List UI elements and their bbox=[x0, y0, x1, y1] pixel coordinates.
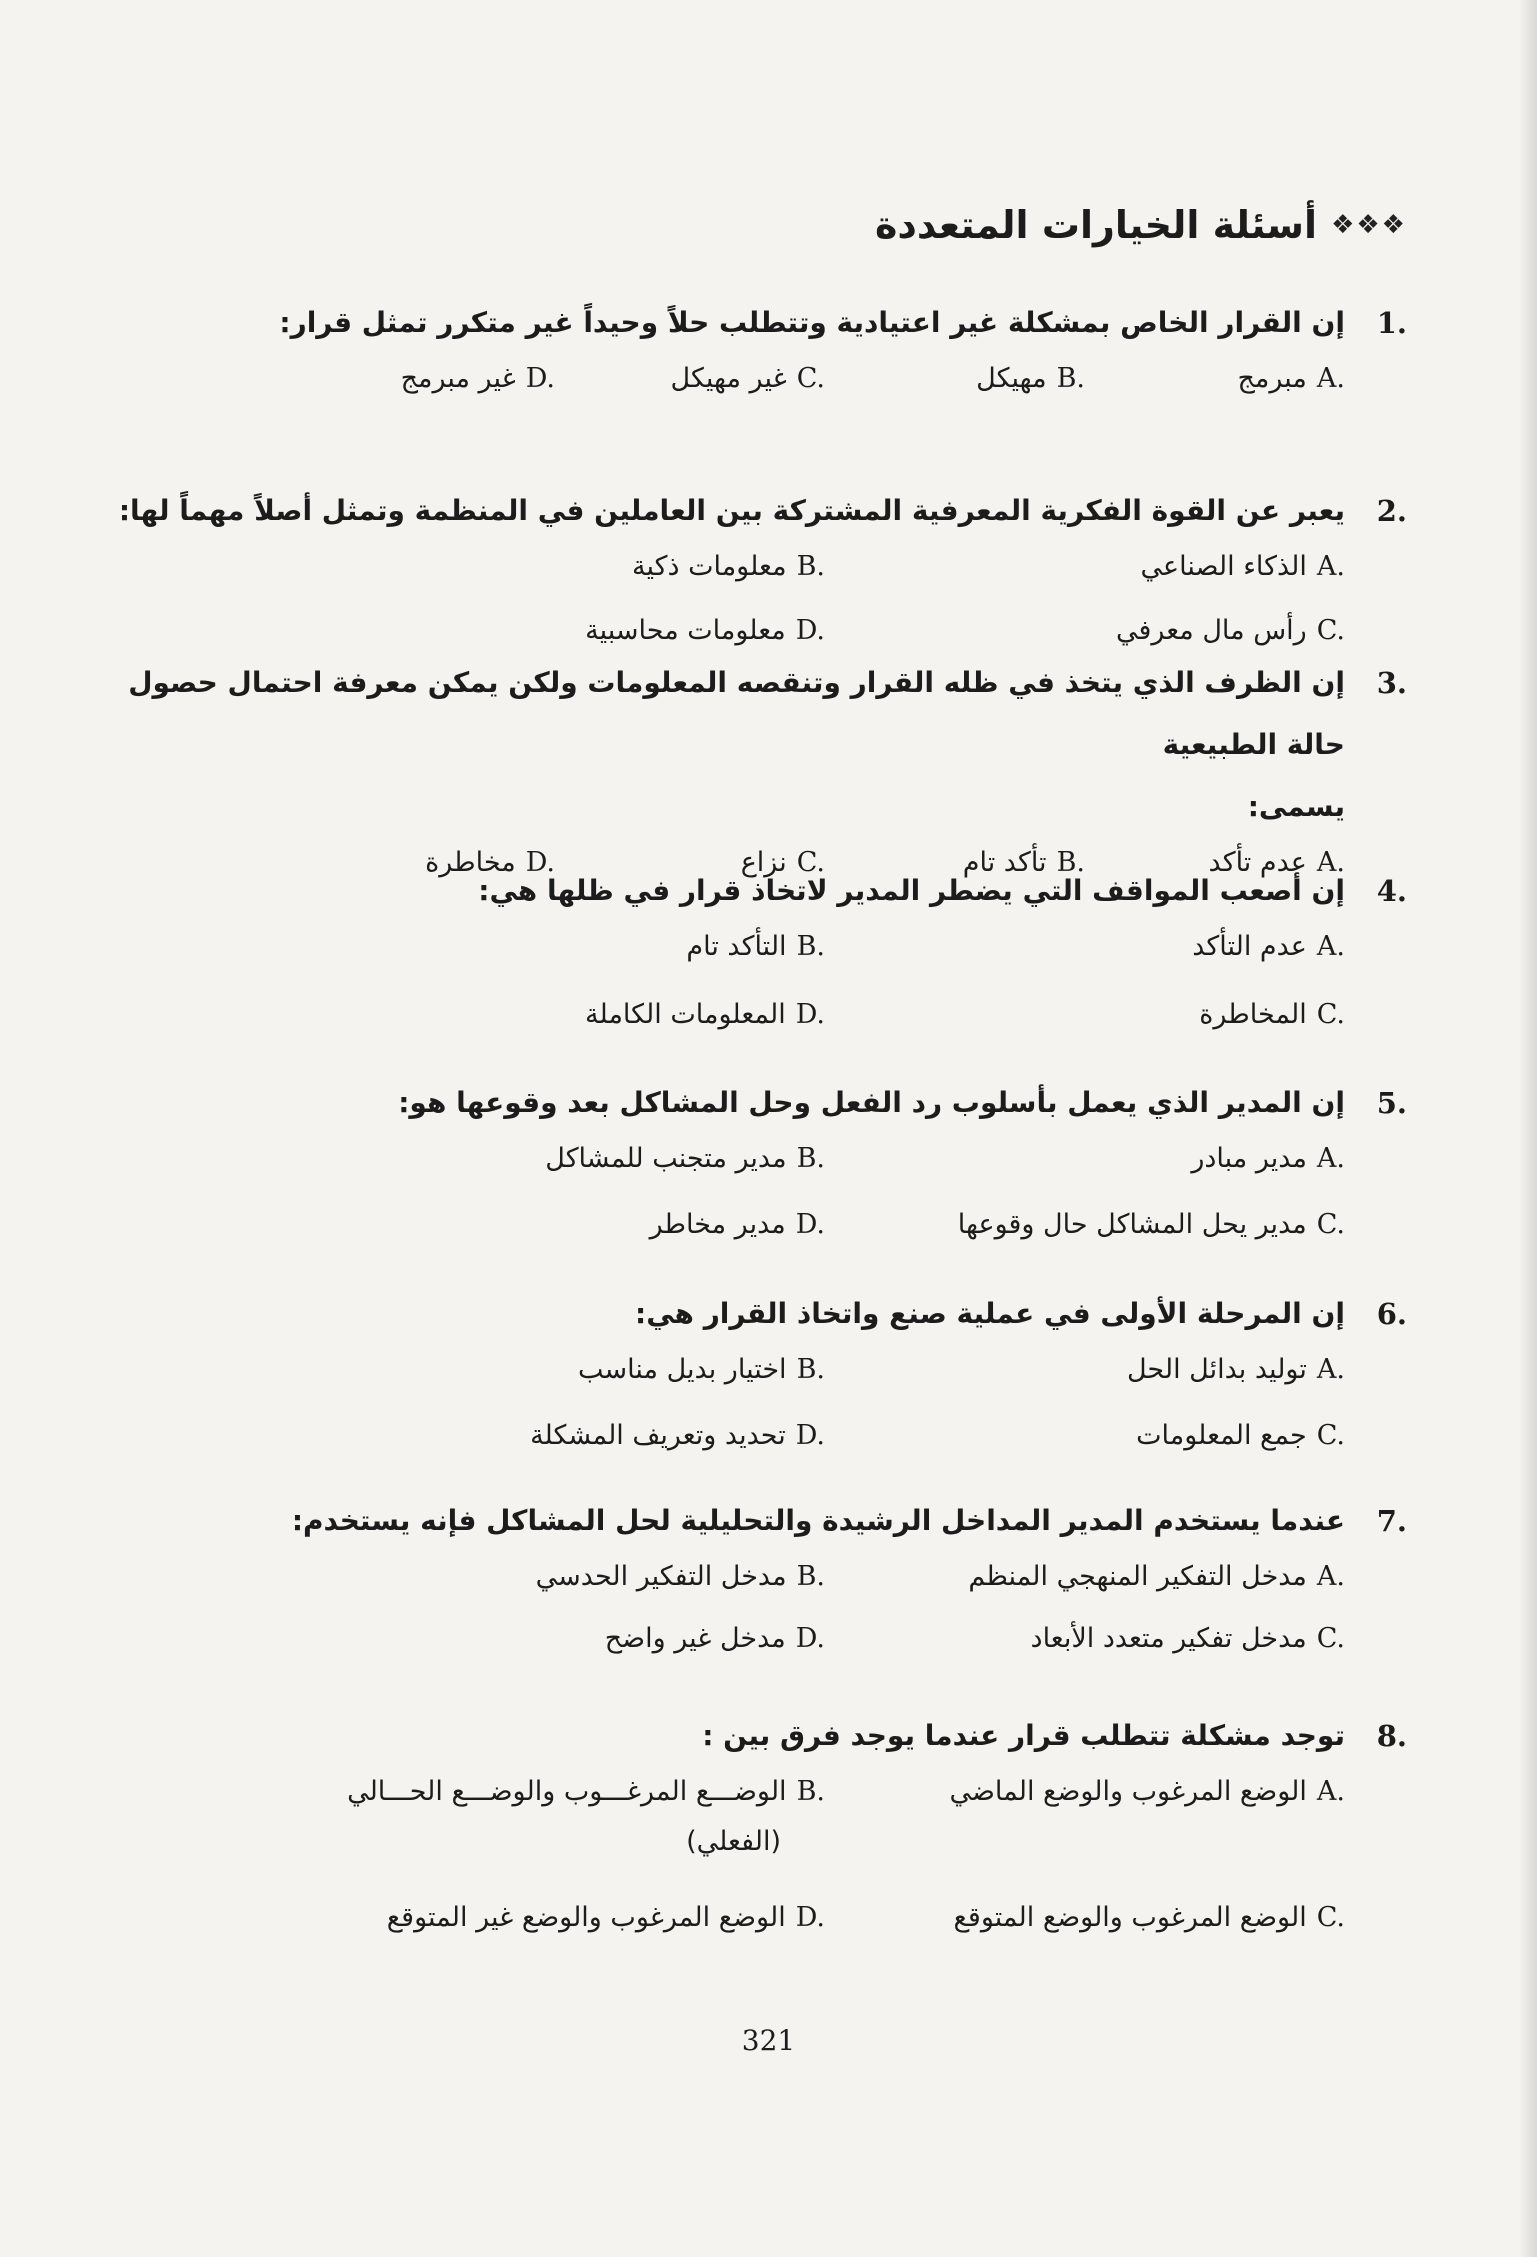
question-number: 2. bbox=[1376, 494, 1407, 528]
question-text: توجد مشكلة تتطلب قرار عندما يوجد فرق بين : bbox=[702, 1719, 1345, 1752]
option-d[interactable]: D. مدخل غير واضح bbox=[604, 1623, 825, 1654]
page-number: 321 bbox=[741, 2024, 796, 2057]
option-b-continued: (الفعلي) bbox=[686, 1826, 781, 1857]
option-a[interactable]: A. عدم تأكد bbox=[1208, 847, 1345, 878]
option-c[interactable]: C. الوضع المرغوب والوضع المتوقع bbox=[953, 1902, 1345, 1933]
option-a[interactable]: A. مدخل التفكير المنهجي المنظم bbox=[968, 1561, 1345, 1592]
question-number: 3. bbox=[1376, 666, 1407, 700]
question-text: إن المرحلة الأولى في عملية صنع واتخاذ القرار هي: bbox=[635, 1297, 1345, 1330]
diamond-bullets-icon: ❖❖❖ bbox=[1331, 210, 1407, 240]
option-b[interactable]: B. الوضـــع المرغـــوب والوضـــع الحـــالي (الفعلي) bbox=[347, 1767, 825, 1867]
option-d[interactable]: D. تحديد وتعريف المشكلة bbox=[530, 1420, 825, 1451]
option-b[interactable]: B. اختيار بديل مناسب bbox=[578, 1354, 825, 1385]
question-number: 1. bbox=[1376, 306, 1407, 340]
question-number: 8. bbox=[1376, 1719, 1407, 1753]
option-b[interactable]: B. معلومات ذكية bbox=[631, 551, 825, 582]
question-number: 7. bbox=[1376, 1504, 1407, 1538]
question-text: إن المدير الذي يعمل بأسلوب رد الفعل وحل المشاكل بعد وقوعها هو: bbox=[398, 1086, 1345, 1119]
option-c[interactable]: C. مدخل تفكير متعدد الأبعاد bbox=[1030, 1623, 1345, 1654]
section-title: أسئلة الخيارات المتعددة bbox=[874, 203, 1318, 247]
question-6 bbox=[107, 1283, 1407, 1465]
option-c[interactable]: C. رأس مال معرفي bbox=[1115, 615, 1345, 646]
option-b[interactable]: B. التأكد تام bbox=[686, 931, 825, 962]
option-c[interactable]: C. غير مهيكل bbox=[670, 363, 825, 394]
option-a[interactable]: A. عدم التأكد bbox=[1192, 931, 1345, 962]
option-d[interactable]: D. مدير مخاطر bbox=[649, 1209, 825, 1240]
question-1 bbox=[107, 292, 1407, 414]
option-b[interactable]: B. مهيكل bbox=[976, 363, 1085, 394]
option-c[interactable]: C. مدير يحل المشاكل حال وقوعها bbox=[957, 1209, 1345, 1240]
question-7 bbox=[107, 1490, 1407, 1672]
question-text: يعبر عن القوة الفكرية المعرفية المشتركة بين العاملين في المنظمة وتمثل أصلاً مهماً لها: bbox=[118, 494, 1345, 527]
option-d[interactable]: D. معلومات محاسبية bbox=[585, 615, 825, 646]
option-a[interactable]: A. الذكاء الصناعي bbox=[1140, 551, 1345, 582]
question-text: إن الظرف الذي يتخذ في ظله القرار وتنقصه المعلومات ولكن يمكن معرفة احتمال حصول حالة الطبيعية bbox=[128, 666, 1345, 761]
question-4 bbox=[107, 860, 1407, 1042]
option-b[interactable]: B. تأكد تام bbox=[962, 847, 1085, 878]
question-text: عندما يستخدم المدير المداخل الرشيدة والتحليلية لحل المشاكل فإنه يستخدم: bbox=[291, 1504, 1345, 1537]
question-number: 6. bbox=[1376, 1297, 1407, 1331]
option-d[interactable]: D. المعلومات الكاملة bbox=[585, 999, 825, 1030]
option-d[interactable]: D. مخاطرة bbox=[425, 847, 555, 878]
option-d[interactable]: D. غير مبرمج bbox=[400, 363, 555, 394]
option-b[interactable]: B. مدير متجنب للمشاكل bbox=[545, 1143, 825, 1174]
question-2 bbox=[107, 480, 1407, 662]
question-5 bbox=[107, 1072, 1407, 1254]
option-a[interactable]: A. الوضع المرغوب والوضع الماضي bbox=[949, 1776, 1345, 1807]
option-a[interactable]: A. توليد بدائل الحل bbox=[1126, 1354, 1345, 1385]
option-b[interactable]: B. مدخل التفكير الحدسي bbox=[535, 1561, 825, 1592]
option-c[interactable]: C. نزاع bbox=[740, 847, 825, 878]
question-text: إن القرار الخاص بمشكلة غير اعتيادية وتتطلب حلاً وحيداً غير متكرر تمثل قرار: bbox=[279, 306, 1345, 339]
question-text-continued: يسمى: bbox=[1247, 790, 1345, 823]
question-number: 4. bbox=[1376, 874, 1407, 908]
option-c[interactable]: C. جمع المعلومات bbox=[1136, 1420, 1345, 1451]
question-number: 5. bbox=[1376, 1086, 1407, 1120]
section-heading bbox=[707, 195, 1407, 255]
option-d[interactable]: D. الوضع المرغوب والوضع غير المتوقع bbox=[386, 1902, 825, 1933]
option-c[interactable]: C. المخاطرة bbox=[1199, 999, 1345, 1030]
option-a[interactable]: A. مبرمج bbox=[1237, 363, 1345, 394]
question-8 bbox=[107, 1705, 1407, 1947]
question-text: إن أصعب المواقف التي يضطر المدير لاتخاذ قرار في ظلها هي: bbox=[478, 874, 1345, 907]
option-a[interactable]: A. مدير مبادر bbox=[1191, 1143, 1345, 1174]
